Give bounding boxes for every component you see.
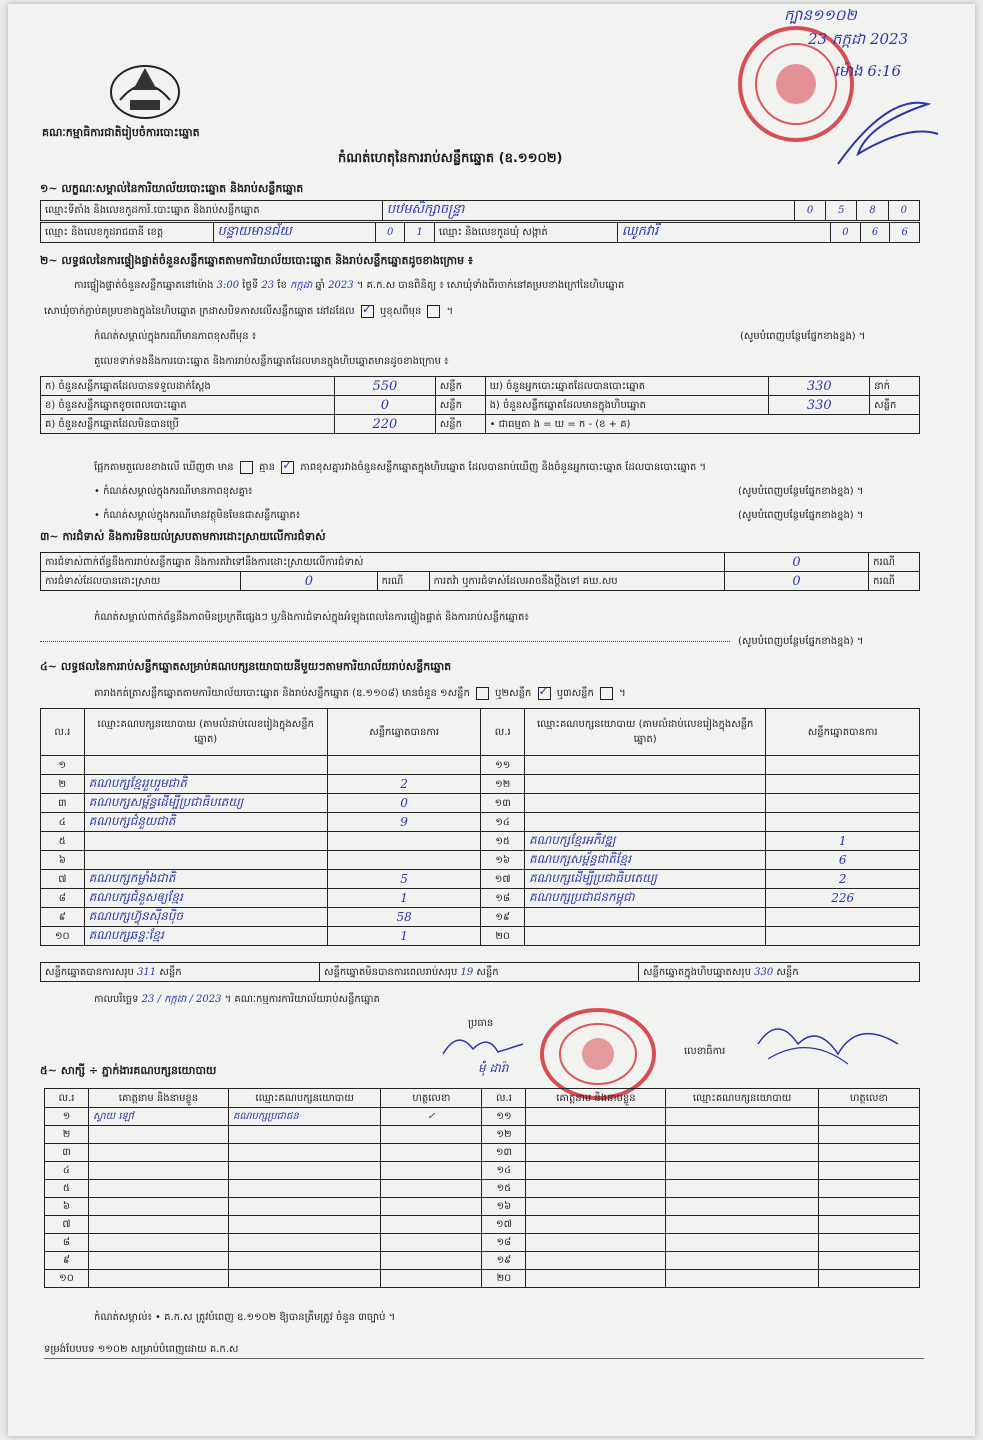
unit-label: សន្លឹក [159, 966, 182, 978]
row-number: ៧ [41, 870, 85, 889]
box-total-label: សន្លឹកឆ្នោតក្នុងហិបឆ្នោតសរុប [643, 966, 751, 978]
witness-table [44, 1088, 920, 1288]
witness-signature [381, 1126, 482, 1144]
section-3-heading: ៣~ ការជំទាស់ និងការមិនយល់ស្របតាមការដោះស្រាយលើការជំទាស់ [40, 530, 326, 543]
discrepancy-no-checkbox[interactable] [281, 461, 294, 474]
party-votes [766, 813, 920, 832]
col-witness-name-header: គោត្តនាម និងនាមខ្លួន [526, 1089, 666, 1108]
col-witness-name-header: គោត្តនាម និងនាមខ្លួន [88, 1089, 228, 1108]
table-row [45, 1216, 920, 1234]
footer-divider [44, 1358, 924, 1359]
note-fill-hint-2: (សូមបំពេញបន្ថែមផ្នែកខាងខ្នង) ។ [738, 486, 864, 497]
witness-name [526, 1144, 666, 1162]
counts-intro: តួលេខទាក់ទងនឹងការបោះឆ្នោត និងការរាប់សន្លឹកឆ្នោតដែលមានក្នុងហិបឆ្នោតមានដូចខាងក្រោម ៖ [94, 356, 449, 367]
row-number: ៤ [41, 813, 85, 832]
witness-party [228, 1180, 380, 1198]
witness-party: គណបក្សប្រជាជន [228, 1108, 380, 1126]
witness-name [88, 1270, 228, 1288]
voters-voted-value: 330 [769, 377, 870, 396]
verify-month: កក្កដា [290, 280, 313, 291]
verify-text-b: ។ គ.ក.ស បានពិនិត្យ ៖ សោឃុំទាំងពីរចាក់នៅគម្របខាងក្រៅនៃហិបឆ្នោត [356, 280, 625, 291]
party-votes: 2 [327, 775, 481, 794]
party-votes: 6 [766, 851, 920, 870]
table-row [41, 889, 920, 908]
witness-signature [381, 1144, 482, 1162]
party-name: គណបក្សប្រជាជនកម្ពុជា [525, 889, 766, 908]
witness-party [666, 1234, 818, 1252]
pages-2-label: ឬ២សន្លឹក [495, 688, 532, 699]
witness-signature [818, 1180, 919, 1198]
table-row [41, 851, 920, 870]
station-code-digit: 5 [826, 201, 857, 221]
table-row [41, 908, 920, 927]
witness-signature [818, 1270, 919, 1288]
witness-signature [381, 1180, 482, 1198]
verify-year: 2023 [328, 280, 354, 291]
party-votes: 1 [327, 927, 481, 946]
witness-name [526, 1180, 666, 1198]
witness-party [228, 1270, 380, 1288]
row-number: ១៩ [481, 908, 525, 927]
party-votes: 1 [766, 832, 920, 851]
province-name: បន្ទាយមានជ័យ [213, 223, 375, 243]
witness-signature [381, 1162, 482, 1180]
discrepancy-text-b: ភាពខុសគ្នារវាងចំនួនសន្លឹកឆ្នោតក្នុងហិបឆ្នោត ដែលបានរាប់ឃើញ និងចំនួនអ្នកបោះឆ្នោត ដែលបានបោះឆ្នោត ។ [300, 462, 707, 473]
invalid-total-value: 19 [460, 966, 474, 978]
row-number: ៩ [45, 1252, 89, 1270]
invalid-total-cell [320, 963, 639, 982]
row-number: ១៥ [481, 832, 525, 851]
station-code-digit: 0 [795, 201, 826, 221]
section-5-heading: ៥~ សាក្សី ÷ ភ្នាក់ងារគណបក្សនយោបាយ [40, 1064, 217, 1077]
party-votes [766, 908, 920, 927]
witness-party [666, 1144, 818, 1162]
discrepancy-text-a: ផ្អែកតាមតួលេខខាងលើ ឃើញថា មាន [94, 462, 234, 473]
witness-signature [818, 1216, 919, 1234]
document-page [8, 4, 975, 1436]
commune-label: ឈ្មោះ និងលេខកូដឃុំ សង្កាត់ [435, 223, 618, 243]
emblem-icon [108, 60, 182, 120]
party-votes: 0 [327, 794, 481, 813]
witness-name [526, 1270, 666, 1288]
party-votes: 58 [327, 908, 481, 927]
witness-body [45, 1108, 920, 1288]
row-number: ២ [45, 1126, 89, 1144]
table-row [45, 1270, 920, 1288]
footer-note: កំណត់សម្គាល់៖ • គ.ក.ស ត្រូវបំពេញ ឧ.១១០២ ឱ្យបានត្រឹមត្រូវ ចំនួន ៣ច្បាប់ ។ [94, 1312, 396, 1323]
box-total-cell [639, 963, 920, 982]
commune-name: ឈូកវារី [617, 223, 830, 243]
witness-signature [818, 1162, 919, 1180]
note-line-2: • កំណត់សម្គាល់ក្នុងករណីមានភាពខុសគ្នា៖ [94, 486, 253, 497]
invalid-total-label: សន្លឹកឆ្នោតមិនបានការពេលរាប់សរុប [324, 966, 458, 978]
party-votes [766, 756, 920, 775]
party-results-table [40, 708, 920, 946]
row-number: ១៧ [482, 1216, 526, 1234]
table-row [41, 832, 920, 851]
date-label: កាលបរិច្ឆេទ [94, 994, 139, 1005]
row-number: ១៤ [481, 813, 525, 832]
row-number: ២០ [482, 1270, 526, 1288]
pages-3-label: ឬ៣សន្លឹក [556, 688, 594, 699]
pages-3-checkbox[interactable] [600, 687, 613, 700]
party-votes [766, 927, 920, 946]
witness-name [526, 1216, 666, 1234]
witness-party [666, 1198, 818, 1216]
section-2-heading: ២~ លទ្ធផលនៃការផ្ទៀងផ្ទាត់ចំនួនសន្លឹកឆ្នោតតាមការិយាល័យបោះឆ្នោត និងរាប់សន្លឹកឆ្នោតដូចខាងក្រោម ៖ [40, 254, 473, 267]
party-name [84, 851, 327, 870]
witness-party [228, 1252, 380, 1270]
witness-party [228, 1162, 380, 1180]
row-number: ១ [41, 756, 85, 775]
section-1-location-table [40, 222, 920, 243]
row-number: ១៨ [482, 1234, 526, 1252]
party-votes [327, 832, 481, 851]
valid-total-cell [41, 963, 320, 982]
table-row [41, 775, 920, 794]
witness-signature [381, 1198, 482, 1216]
unit-label: ករណី [869, 553, 920, 572]
witness-party [228, 1126, 380, 1144]
col-witness-party-header: ឈ្មោះគណបក្សនយោបាយ [228, 1089, 380, 1108]
party-name [84, 832, 327, 851]
row-number: ៧ [45, 1216, 89, 1234]
row-number: ៦ [41, 851, 85, 870]
table-row [45, 1126, 920, 1144]
unit-label: នាក់ [870, 377, 920, 396]
seal-line: សោឃុំចាក់ភ្ជាប់គម្របខាងក្នុងនៃហិបឆ្នោត ក្រដាសបិទភាសលើសន្លឹកឆ្នោត នៅដដែល ✓ ឬខុសពីមុន ។ [44, 304, 453, 319]
witness-party [666, 1162, 818, 1180]
complaints-forwarded-label: ការតវ៉ា ឬការជំទាស់ដែលអាចនឹងប្តឹងទៅ គឃ.សប [429, 572, 724, 591]
col-votes-header: សន្លឹកឆ្នោតបានការ [327, 709, 481, 756]
footer-form-id: ទម្រង់បែបបទ ១១០២ សម្រាប់បំពេញដោយ គ.ក.ស [44, 1344, 239, 1355]
col-signature-header: ហត្ថលេខា [818, 1089, 919, 1108]
ballots-in-box-label: ង) ចំនួនសន្លឹកឆ្នោតដែលមានក្នុងហិបឆ្នោត [485, 396, 769, 415]
party-name: គណបក្សខ្មែរអភិវឌ្ឍ [525, 832, 766, 851]
chairman-name: ម៉ុំ ដារ៉ា [478, 1061, 509, 1075]
col-signature-header: ហត្ថលេខា [381, 1089, 482, 1108]
section-4-heading: ៤~ លទ្ធផលនៃការរាប់សន្លឹកឆ្នោតសម្រាប់គណបក្សនយោបាយនីមួយៗតាមការិយាល័យរាប់សន្លឹកឆ្នោត [40, 660, 452, 673]
row-number: ១៨ [481, 889, 525, 908]
witness-signature [818, 1234, 919, 1252]
pages-2-checkbox[interactable] [538, 687, 551, 700]
party-name: គណបក្សឆន្ទៈខ្មែរ [84, 927, 327, 946]
commission-name: គណៈកម្មាធិការជាតិរៀបចំការបោះឆ្នោត [42, 126, 200, 139]
witness-party [666, 1108, 818, 1126]
party-votes [327, 756, 481, 775]
voters-voted-label: ឃ) ចំនួនអ្នកបោះឆ្នោតដែលបានបោះឆ្នោត [485, 377, 769, 396]
province-code-digit: 0 [375, 223, 405, 243]
row-number: ៥ [41, 832, 85, 851]
chairman-label: ប្រធាន [468, 1018, 494, 1029]
party-votes: 1 [327, 889, 481, 908]
witness-name [526, 1234, 666, 1252]
tally-pages-line: តារាងកត់ត្រាសន្លឹកឆ្នោតតាមការិយាល័យបោះឆ្នោត និងរាប់សន្លឹកឆ្នោត (ឧ.១១០៨) មានចំនួន ១សន្លឹក ឬ២សន្លឹក ✓ ឬ៣សន្លឹក ។ [94, 686, 626, 701]
row-number: ១៣ [481, 794, 525, 813]
witness-name: ស្វាយ ឡៅ [88, 1108, 228, 1126]
complaints-total-label: ការជំទាស់ពាក់ព័ន្ធនឹងការរាប់សន្លឹកឆ្នោត និងការតវ៉ាទៅនឹងការដោះស្រាយលើការជំទាស់ [41, 553, 725, 572]
ballots-in-box-value: 330 [769, 396, 870, 415]
box-total-value: 330 [754, 966, 774, 978]
note-fill-hint-3: (សូមបំពេញបន្ថែមផ្នែកខាងខ្នង) ។ [738, 510, 864, 521]
discrepancy-no-label: គ្មាន [259, 462, 275, 473]
date-value: 23 / កក្កដា / 2023 [141, 994, 222, 1005]
col-witness-party-header: ឈ្មោះគណបក្សនយោបាយ [666, 1089, 818, 1108]
table-row [45, 1162, 920, 1180]
party-votes: 5 [327, 870, 481, 889]
witness-name [88, 1252, 228, 1270]
witness-name [88, 1126, 228, 1144]
unit-label: សន្លឹក [435, 396, 485, 415]
party-name [525, 794, 766, 813]
seal-ok-checkbox[interactable] [361, 305, 374, 318]
witness-signature [381, 1234, 482, 1252]
commission-emblem [108, 60, 182, 120]
party-votes [766, 794, 920, 813]
formula-text: • ជាធម្មតា ង = ឃ = ក - (ខ + គ) [485, 415, 919, 434]
witness-signature [818, 1198, 919, 1216]
seal-wrong-label: ឬខុសពីមុន [380, 306, 422, 317]
table-row [41, 756, 920, 775]
witness-name [526, 1108, 666, 1126]
row-number: ៥ [45, 1180, 89, 1198]
witness-party [666, 1126, 818, 1144]
witness-name [88, 1162, 228, 1180]
row-number: ១០ [45, 1270, 89, 1288]
section-3-note: កំណត់សម្គាល់ពាក់ព័ន្ធនឹងភាពមិនប្រក្រតីផ្សេងៗ ឬ/និងការជំទាស់ក្នុងអំឡុងពេលនៃការផ្ទៀងផ្ទាត់ និងការរាប់សន្លឹកឆ្នោត៖ [94, 612, 529, 623]
witness-name [526, 1126, 666, 1144]
province-label: ឈ្មោះ និងលេខកូដរាជធានី ខេត្ត [41, 223, 214, 243]
witness-name [88, 1180, 228, 1198]
row-number: ១២ [481, 775, 525, 794]
unit-label: សន្លឹក [435, 415, 485, 434]
note-fill-hint-1: (សូមបំពេញបន្ថែមផ្នែកខាងខ្នង) ។ [740, 331, 866, 342]
unit-label: សន្លឹក [870, 396, 920, 415]
party-name: គណបក្សហ៊្វុនស៊ីនប៉ិច [84, 908, 327, 927]
row-number: ៤ [45, 1162, 89, 1180]
verify-time: 3:00 [216, 280, 240, 291]
col-party-header: ឈ្មោះគណបក្សនយោបាយ (តាមលំដាប់លេខរៀងក្នុងសន្លឹកឆ្នោត) [84, 709, 327, 756]
row-number: ២ [41, 775, 85, 794]
witness-signature [818, 1108, 919, 1126]
party-votes [766, 775, 920, 794]
row-number: ១៥ [482, 1180, 526, 1198]
witness-name [88, 1216, 228, 1234]
row-number: ៦ [45, 1198, 89, 1216]
witness-name [526, 1252, 666, 1270]
chairman-signature [438, 1024, 528, 1064]
witness-signature [818, 1144, 919, 1162]
col-no-header: ល.រ [482, 1089, 526, 1108]
complaints-resolved-label: ការជំទាស់ដែលបានដោះស្រាយ [41, 572, 241, 591]
table-row [45, 1234, 920, 1252]
verify-day-label: ថ្ងៃទី [242, 280, 259, 291]
table-row [45, 1144, 920, 1162]
row-number: ១០ [41, 927, 85, 946]
witness-signature [381, 1270, 482, 1288]
row-number: ១៩ [482, 1252, 526, 1270]
witness-signature [818, 1252, 919, 1270]
witness-name [88, 1234, 228, 1252]
row-number: ១៤ [482, 1162, 526, 1180]
unit-label: ករណី [377, 572, 429, 591]
seal-wrong-checkbox[interactable] [427, 305, 440, 318]
table-row [45, 1198, 920, 1216]
col-no-header: ល.រ [45, 1089, 89, 1108]
discrepancy-yes-checkbox[interactable] [240, 461, 253, 474]
valid-total-label: សន្លឹកឆ្នោតបានការសរុប [45, 966, 134, 978]
table-row [45, 1180, 920, 1198]
verify-month-label: ខែ [277, 280, 287, 291]
witness-party [228, 1198, 380, 1216]
party-votes [327, 851, 481, 870]
party-votes: 9 [327, 813, 481, 832]
row-number: ១១ [482, 1108, 526, 1126]
date-line [94, 992, 380, 1007]
received-time: ម៉ោង 6:16 [834, 62, 902, 80]
received-date: 23 កក្កដា 2023 [808, 30, 909, 48]
tally-pages-text: តារាងកត់ត្រាសន្លឹកឆ្នោតតាមការិយាល័យបោះឆ្នោត និងរាប់សន្លឹកឆ្នោត (ឧ.១១០៨) មានចំនួន ១សន្លឹក [94, 688, 470, 699]
form-title: កំណត់ហេតុនៃការរាប់សន្លឹកឆ្នោត (ឧ.១១០២) [338, 151, 563, 166]
party-name [525, 813, 766, 832]
row-number: ៨ [45, 1234, 89, 1252]
spoiled-ballots-label: ខ) ចំនួនសន្លឹកឆ្នោតខូចពេលបោះឆ្នោត [41, 396, 335, 415]
section-1-table [40, 200, 920, 221]
party-votes: 2 [766, 870, 920, 889]
row-number: ១៦ [481, 851, 525, 870]
unit-label: សន្លឹក [435, 377, 485, 396]
station-label: ឈ្មោះទីតាំង និងលេខកូដការិ.បោះឆ្នោត និងរាប់សន្លឹកឆ្នោត [41, 201, 383, 221]
pages-1-checkbox[interactable] [476, 687, 489, 700]
row-number: ៨ [41, 889, 85, 908]
witness-party [666, 1252, 818, 1270]
seal-text: សោឃុំចាក់ភ្ជាប់គម្របខាងក្នុងនៃហិបឆ្នោត ក្រដាសបិទភាសលើសន្លឹកឆ្នោត នៅដដែល [44, 306, 355, 317]
unit-label: សន្លឹក [776, 966, 799, 978]
note-line-1: កំណត់សម្គាល់ក្នុងករណីមានភាពខុសពីមុន ៖ [94, 331, 257, 342]
witness-signature [381, 1252, 482, 1270]
discrepancy-line [94, 460, 706, 475]
party-name: គណបក្សដើម្បីប្រជាធិបតេយ្យ [525, 870, 766, 889]
party-name [525, 775, 766, 794]
witness-name [88, 1144, 228, 1162]
ballots-received-label: ក) ចំនួនសន្លឹកឆ្នោតដែលបានទទួលដាក់ស្តែង [41, 377, 335, 396]
unit-label: ករណី [869, 572, 920, 591]
table-row [45, 1252, 920, 1270]
party-name [525, 756, 766, 775]
party-name [84, 756, 327, 775]
totals-table [40, 962, 920, 982]
party-name: គណបក្សសម្ព័ន្ធជាតិខ្មែរ [525, 851, 766, 870]
ballot-counts-table [40, 376, 920, 434]
complaints-forwarded-value: 0 [724, 572, 868, 591]
unused-ballots-label: គ) ចំនួនសន្លឹកឆ្នោតដែលមិនបានប្រើ [41, 415, 335, 434]
row-number: ៩ [41, 908, 85, 927]
station-code-digit: 8 [857, 201, 888, 221]
section-1-heading: ១~ លក្ខណៈសម្គាល់នៃការិយាល័យបោះឆ្នោត និងរាប់សន្លឹកឆ្នោត [40, 182, 304, 195]
commune-code-digit: 6 [860, 223, 890, 243]
witness-name [526, 1198, 666, 1216]
table-row [41, 927, 920, 946]
ballots-received-value: 550 [335, 377, 436, 396]
table-row [41, 813, 920, 832]
received-code: ក្បាន១១០២ [784, 6, 857, 24]
complaints-total-value: 0 [724, 553, 868, 572]
witness-party [666, 1216, 818, 1234]
row-number: ១ [45, 1108, 89, 1126]
valid-total-value: 311 [137, 966, 157, 978]
row-number: ១១ [481, 756, 525, 775]
section-3-dotted-line [40, 634, 730, 645]
complaints-table [40, 552, 920, 591]
note-line-3: • កំណត់សម្គាល់ក្នុងករណីមានវត្ថុមិនមែនជាសន្លឹកឆ្នោត៖ [94, 510, 301, 521]
party-name: គណបក្សខ្មែររួបរួមជាតិ [84, 775, 327, 794]
table-row [41, 870, 920, 889]
secretary-signature [748, 1014, 908, 1074]
verify-day: 23 [261, 280, 275, 291]
witness-name [88, 1198, 228, 1216]
note-fill-hint-4: (សូមបំពេញបន្ថែមផ្នែកខាងខ្នង) ។ [738, 636, 864, 647]
complaints-resolved-value: 0 [241, 572, 378, 591]
witness-signature: ✓ [381, 1108, 482, 1126]
party-name: គណបក្សកម្លាំងជាតិ [84, 870, 327, 889]
witness-signature [381, 1216, 482, 1234]
commune-code-digit: 0 [831, 223, 861, 243]
row-number: ៣ [45, 1144, 89, 1162]
signature-scribble-top [828, 84, 948, 174]
party-name [525, 908, 766, 927]
col-no-header: ល.រ [41, 709, 85, 756]
party-name: គណបក្សសម្ព័ន្ធដើម្បីប្រជាធិបតេយ្យ [84, 794, 327, 813]
station-name: បឋមសិក្សាចន្ទ្រា [382, 201, 794, 221]
witness-party [228, 1234, 380, 1252]
verify-text: ការផ្ទៀងផ្ទាត់ចំនួនសន្លឹកឆ្នោតនៅម៉ោង [74, 280, 214, 291]
witness-party [666, 1270, 818, 1288]
party-name: គណបក្សជំនួយជាតិ [84, 813, 327, 832]
row-number: ៣ [41, 794, 85, 813]
row-number: ១៧ [481, 870, 525, 889]
witness-party [666, 1180, 818, 1198]
witness-party [228, 1216, 380, 1234]
col-party-header: ឈ្មោះគណបក្សនយោបាយ (តាមលំដាប់លេខរៀងក្នុងសន្លឹកឆ្នោត) [525, 709, 766, 756]
table-row [45, 1108, 920, 1126]
verify-year-label: ឆ្នាំ [315, 280, 325, 291]
station-code-digit: 0 [888, 201, 919, 221]
party-name: គណបក្សជំនួសឲ្យខ្មែរ [84, 889, 327, 908]
col-votes-header: សន្លឹកឆ្នោតបានការ [766, 709, 920, 756]
party-name [525, 927, 766, 946]
verification-line-1 [74, 278, 924, 293]
row-number: ១៦ [482, 1198, 526, 1216]
row-number: ២០ [481, 927, 525, 946]
party-results-body [41, 756, 920, 946]
unit-label: សន្លឹក [476, 966, 499, 978]
province-code-digit: 1 [405, 223, 435, 243]
row-number: ១២ [482, 1126, 526, 1144]
unused-ballots-value: 220 [335, 415, 436, 434]
secretary-label: លេខាធិការ [684, 1046, 726, 1057]
committee-label: ។ គណៈកម្មការការិយាល័យរាប់សន្លឹកឆ្នោត [224, 994, 380, 1005]
spoiled-ballots-value: 0 [335, 396, 436, 415]
witness-signature [818, 1126, 919, 1144]
witness-party [228, 1144, 380, 1162]
party-votes: 226 [766, 889, 920, 908]
witness-name [526, 1162, 666, 1180]
col-no-header: ល.រ [481, 709, 525, 756]
commune-code-digit: 6 [890, 223, 920, 243]
table-row [41, 794, 920, 813]
row-number: ១៣ [482, 1144, 526, 1162]
